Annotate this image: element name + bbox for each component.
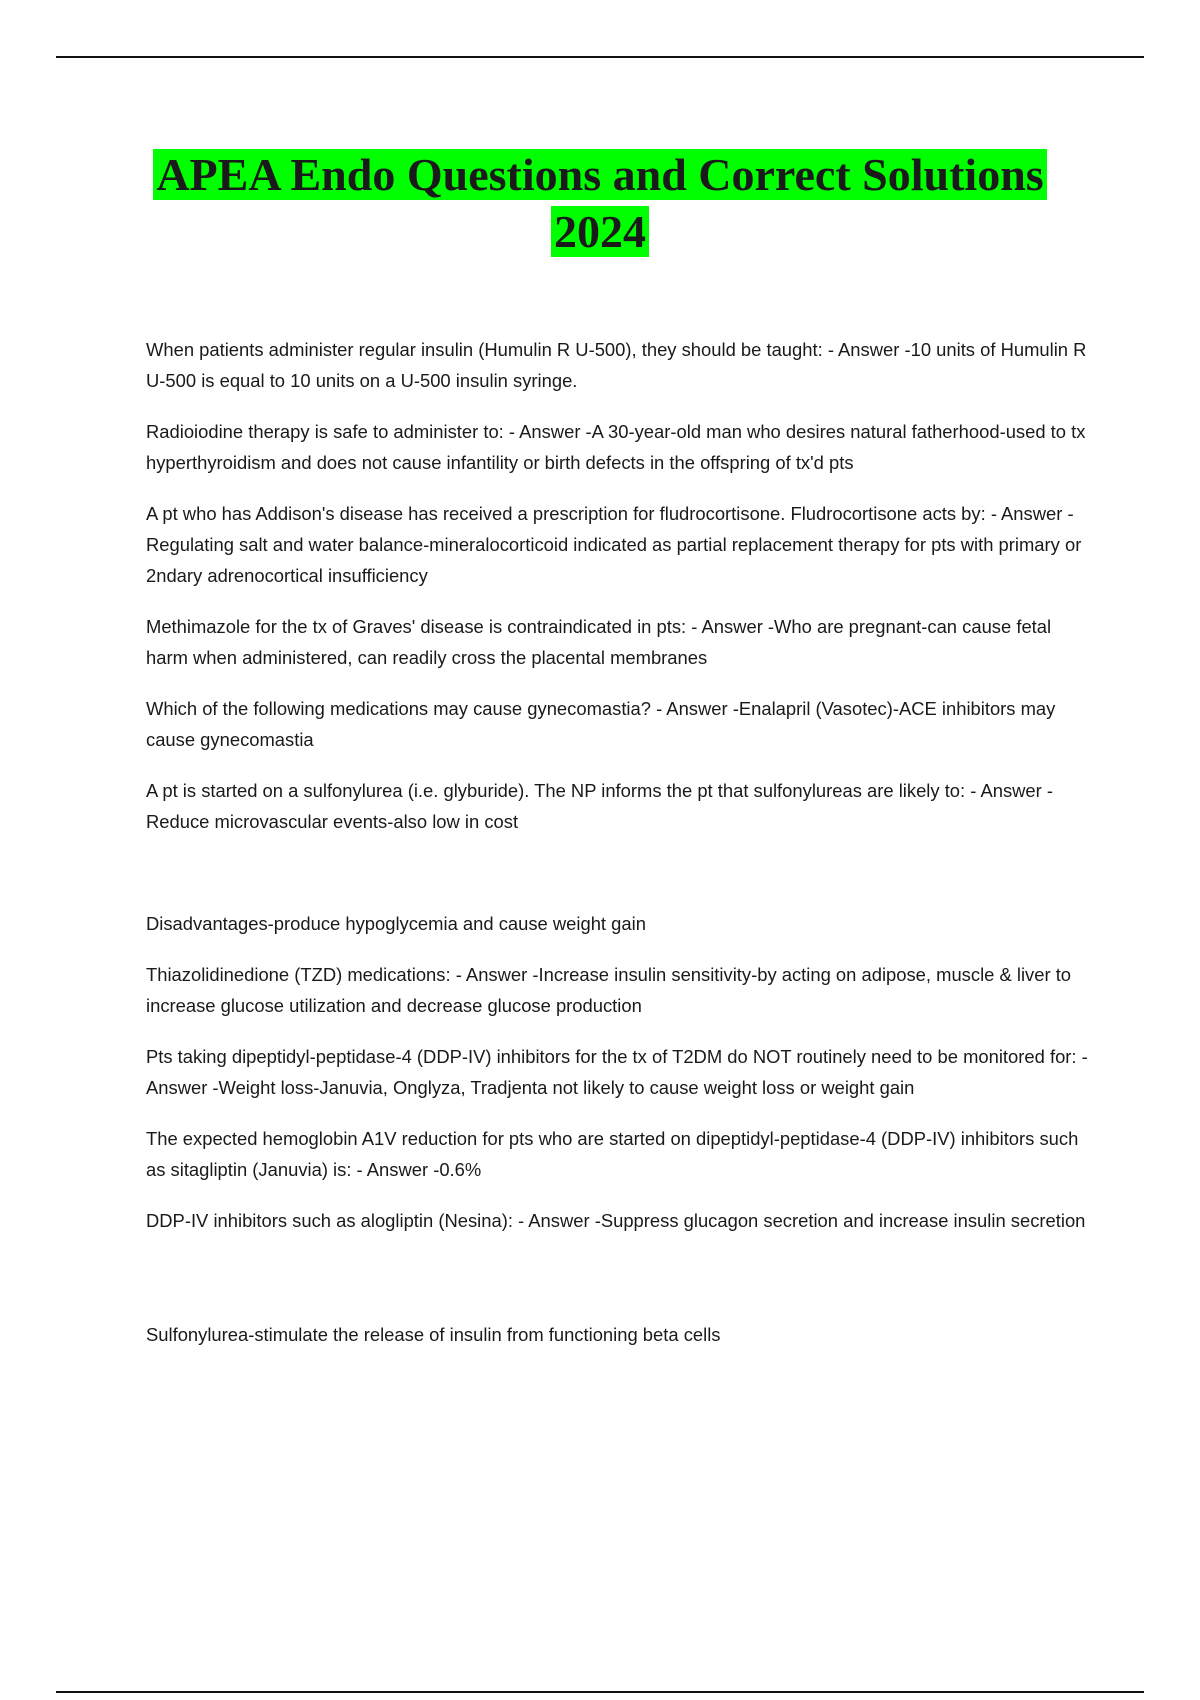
qa-entry-radioiodine: Radioiodine therapy is safe to administer to: - Answer -A 30-year-old man who desires natural fatherhood-used to tx hyperthyroidism and does not cause infantility or birth defects in the offspring of tx'd pts xyxy=(146,421,1086,473)
bottom-rule xyxy=(56,1691,1144,1693)
qa-entry-methimazole: Methimazole for the tx of Graves' disease is contraindicated in pts: - Answer -Who are pregnant-can cause fetal harm when administered, can readily cross the placental membranes xyxy=(146,616,1052,668)
document-body xyxy=(146,334,1096,1370)
note-disadvantages: Disadvantages-produce hypoglycemia and cause weight gain xyxy=(146,913,646,934)
qa-entry-tzd: Thiazolidinedione (TZD) medications: - Answer -Increase insulin sensitivity-by acting on adipose, muscle & liver to increase glucose utilization and decrease glucose production xyxy=(146,964,1072,1016)
qa-entry-sulfonylurea: A pt is started on a sulfonylurea (i.e. glyburide). The NP informs the pt that sulfonylureas are likely to: - Answer -Reduce microvascular events-also low in cost xyxy=(146,780,1054,832)
qa-entry-alogliptin: DDP-IV inhibitors such as alogliptin (Nesina): - Answer -Suppress glucagon secretion and increase insulin secretion xyxy=(146,1210,1086,1231)
qa-entry-fludrocortisone: A pt who has Addison's disease has received a prescription for fludrocortisone. Fludrocortisone acts by: - Answer -Regulating salt and water balance-mineralocorticoid indicated as partial replacement therapy for pts with primary or 2ndary adrenocortical insufficiency xyxy=(146,503,1082,586)
title-line-2: 2024 xyxy=(551,206,649,257)
qa-entry-a1c-reduction: The expected hemoglobin A1V reduction for pts who are started on dipeptidyl-peptidase-4 (DDP-IV) inhibitors such as sitagliptin (Januvia) is: - Answer -0.6% xyxy=(146,1128,1079,1180)
title-line-1: APEA Endo Questions and Correct Solutions xyxy=(153,149,1046,200)
qa-entry-gynecomastia: Which of the following medications may cause gynecomastia? - Answer -Enalapril (Vasotec)-ACE inhibitors may cause gynecomastia xyxy=(146,698,1056,750)
document-title xyxy=(120,146,1080,260)
qa-entry-ddp-iv-monitoring: Pts taking dipeptidyl-peptidase-4 (DDP-IV) inhibitors for the tx of T2DM do NOT routinely need to be monitored for: - Answer -Weight loss-Januvia, Onglyza, Tradjenta not likely to cause weight loss or weight gain xyxy=(146,1046,1088,1098)
top-rule xyxy=(56,56,1144,58)
qa-entry-humulin: When patients administer regular insulin (Humulin R U-500), they should be taught: - Answer -10 units of Humulin R U-500 is equal to 10 units on a U-500 insulin syringe. xyxy=(146,339,1087,391)
note-sulfonylurea: Sulfonylurea-stimulate the release of insulin from functioning beta cells xyxy=(146,1324,721,1345)
